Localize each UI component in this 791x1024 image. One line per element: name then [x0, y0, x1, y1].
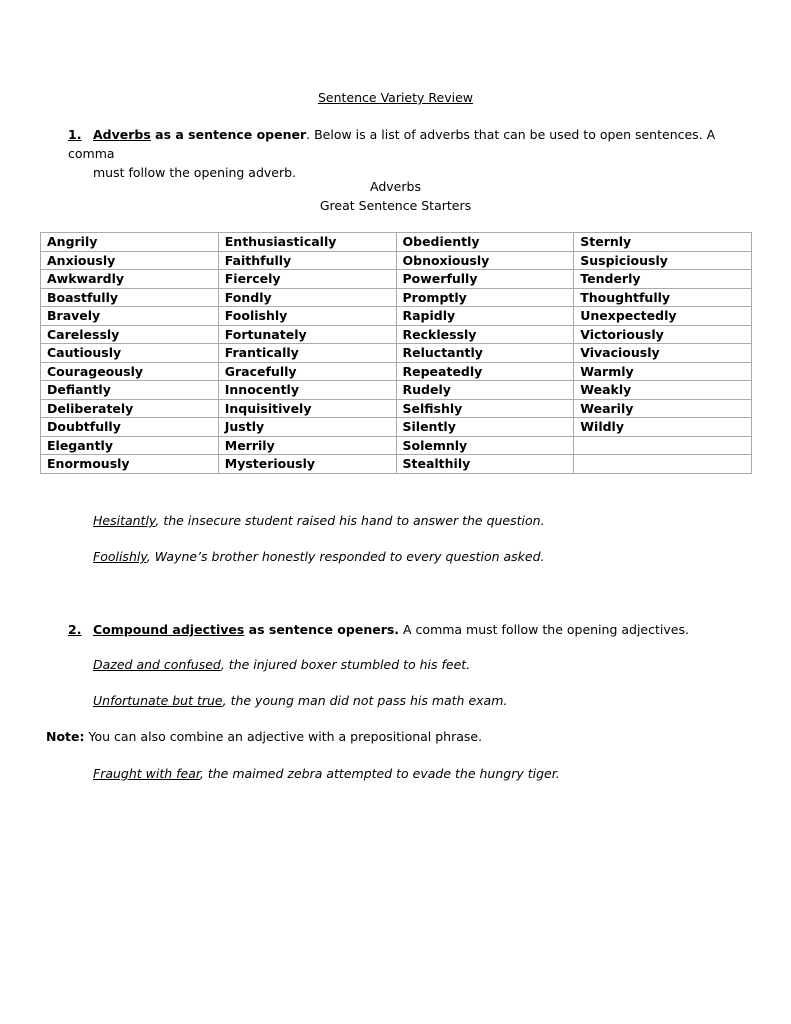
adverb-cell: Solemnly — [396, 436, 574, 455]
example-rest: , Wayne’s brother honestly responded to every question asked. — [146, 549, 545, 564]
adverb-cell: Foolishly — [218, 307, 396, 326]
table-row — [41, 362, 752, 381]
adverb-cell: Enormously — [41, 455, 219, 474]
adverb-cell: Mysteriously — [218, 455, 396, 474]
adverb-cell: Doubtfully — [41, 418, 219, 437]
adverb-cell: Vivaciously — [574, 344, 752, 363]
example-sentence — [93, 549, 545, 564]
adverb-cell: Thoughtfully — [574, 288, 752, 307]
adverb-cell: Fondly — [218, 288, 396, 307]
table-row — [41, 251, 752, 270]
section-number: 2. — [68, 622, 82, 637]
table-row — [41, 325, 752, 344]
adverb-cell: Merrily — [218, 436, 396, 455]
document-title: Sentence Variety Review — [317, 90, 473, 105]
table-row — [41, 233, 752, 252]
table-row — [41, 418, 752, 437]
adverb-cell: Victoriously — [574, 325, 752, 344]
section-heading-keyword: Adverbs — [93, 127, 151, 142]
adverb-cell: Wildly — [574, 418, 752, 437]
section-heading: as sentence openers. — [244, 622, 400, 637]
adverb-cell: Rudely — [396, 381, 574, 400]
table-caption: Adverbs — [370, 179, 421, 194]
adverb-cell: Courageously — [41, 362, 219, 381]
example-opener: Fraught with fear — [93, 766, 200, 781]
example-rest: , the maimed zebra attempted to evade the hungry tiger. — [199, 766, 560, 781]
example-opener: Dazed and confused — [93, 657, 221, 672]
adverb-cell — [574, 436, 752, 455]
example-opener: Hesitantly — [93, 513, 156, 528]
adverb-cell: Bravely — [41, 307, 219, 326]
adverb-cell: Faithfully — [218, 251, 396, 270]
example-rest: , the young man did not pass his math exam. — [222, 693, 508, 708]
adverb-cell: Innocently — [218, 381, 396, 400]
adverb-cell: Wearily — [574, 399, 752, 418]
example-sentence — [93, 693, 507, 708]
example-sentence — [93, 657, 470, 672]
example-opener: Foolishly — [93, 549, 147, 564]
table-row — [41, 436, 752, 455]
adverb-cell: Carelessly — [41, 325, 219, 344]
adverb-cell: Repeatedly — [396, 362, 574, 381]
adverb-cell: Tenderly — [574, 270, 752, 289]
table-row — [41, 270, 752, 289]
table-row — [41, 288, 752, 307]
example-opener: Unfortunate but true — [93, 693, 223, 708]
section-text-cont: must follow the opening adverb. — [93, 165, 297, 180]
table-row — [41, 344, 752, 363]
adverb-cell: Obediently — [396, 233, 574, 252]
example-rest: , the insecure student raised his hand to answer the question. — [155, 513, 545, 528]
table-row — [41, 399, 752, 418]
adverb-cell: Sternly — [574, 233, 752, 252]
adverb-cell: Inquisitively — [218, 399, 396, 418]
adverb-cell: Weakly — [574, 381, 752, 400]
adverb-cell: Selfishly — [396, 399, 574, 418]
table-row — [41, 455, 752, 474]
adverb-cell: Warmly — [574, 362, 752, 381]
adverb-cell: Obnoxiously — [396, 251, 574, 270]
table-row — [41, 381, 752, 400]
section-number: 1. — [68, 127, 82, 142]
section-heading: as a sentence opener — [150, 127, 307, 142]
example-rest: , the injured boxer stumbled to his feet. — [220, 657, 471, 672]
adverb-cell: Boastfully — [41, 288, 219, 307]
adverb-cell: Awkwardly — [41, 270, 219, 289]
adverb-cell: Fiercely — [218, 270, 396, 289]
adverb-cell: Silently — [396, 418, 574, 437]
adverb-cell: Cautiously — [41, 344, 219, 363]
adverb-cell: Gracefully — [218, 362, 396, 381]
adverb-cell — [574, 455, 752, 474]
adverb-cell: Powerfully — [396, 270, 574, 289]
section-1-intro — [68, 125, 738, 182]
table-row — [41, 307, 752, 326]
adverb-cell: Recklessly — [396, 325, 574, 344]
adverb-cell: Deliberately — [41, 399, 219, 418]
adverb-cell: Justly — [218, 418, 396, 437]
adverb-cell: Frantically — [218, 344, 396, 363]
note-label: Note: — [46, 729, 85, 744]
example-sentence — [93, 513, 545, 528]
section-2-intro — [68, 622, 689, 637]
adverb-cell: Suspiciously — [574, 251, 752, 270]
example-sentence — [93, 766, 560, 781]
note — [46, 729, 482, 744]
adverb-cell: Reluctantly — [396, 344, 574, 363]
section-heading-keyword: Compound adjectives — [93, 622, 245, 637]
adverb-cell: Defiantly — [41, 381, 219, 400]
section-text: A comma must follow the opening adjectives. — [399, 622, 689, 637]
adverb-cell: Rapidly — [396, 307, 574, 326]
note-text: You can also combine an adjective with a prepositional phrase. — [84, 729, 483, 744]
adverb-cell: Elegantly — [41, 436, 219, 455]
adverb-cell: Unexpectedly — [574, 307, 752, 326]
section-text: . Below is a list of adverbs that can be used to open sentences. A comma — [68, 127, 716, 161]
adverbs-table — [40, 232, 752, 474]
adverb-cell: Fortunately — [218, 325, 396, 344]
adverb-cell: Anxiously — [41, 251, 219, 270]
adverb-cell: Enthusiastically — [218, 233, 396, 252]
adverb-cell: Promptly — [396, 288, 574, 307]
table-subcaption: Great Sentence Starters — [319, 198, 472, 213]
adverb-cell: Angrily — [41, 233, 219, 252]
adverb-cell: Stealthily — [396, 455, 574, 474]
